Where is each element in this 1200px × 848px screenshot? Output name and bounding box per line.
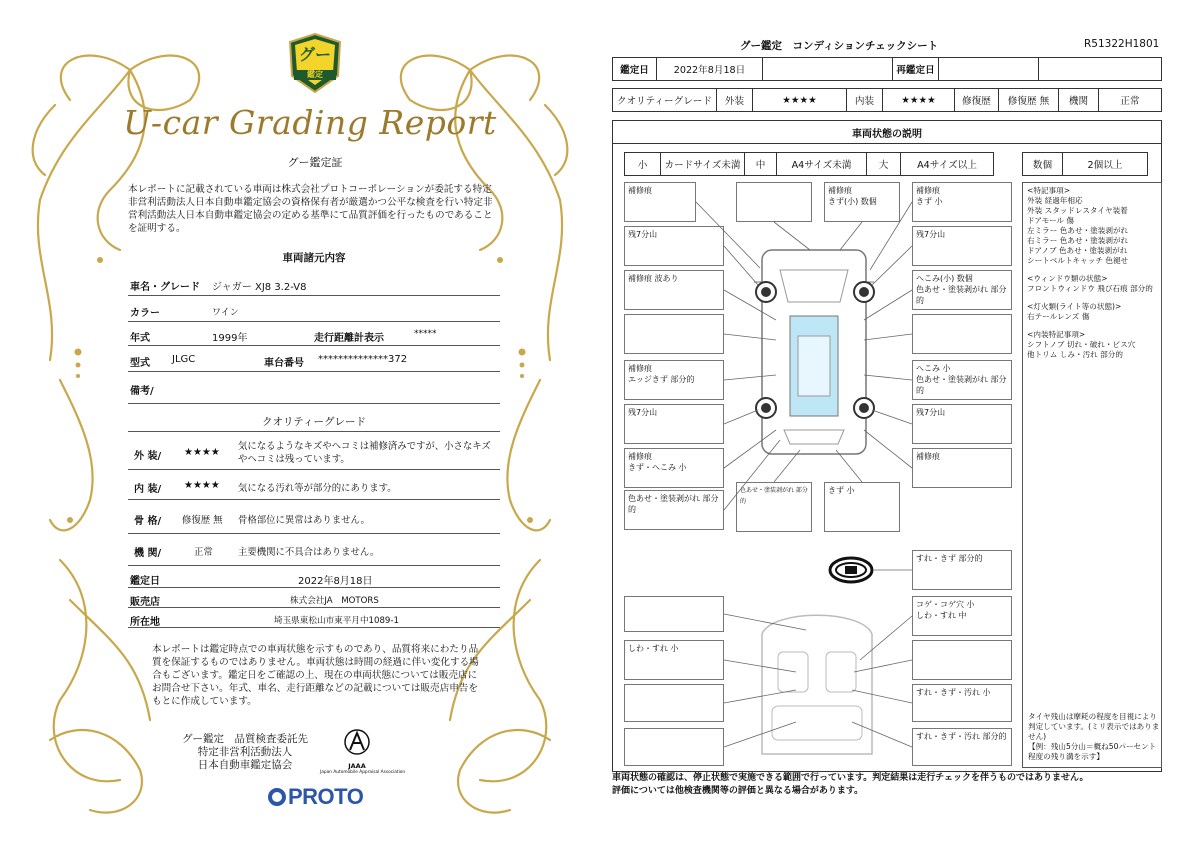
color-label: カラー: [130, 308, 160, 319]
note-line: <灯火類(ライト等の状態)>: [1027, 302, 1122, 311]
model-row: [128, 348, 500, 372]
proto-mark-icon: [268, 788, 286, 806]
exterior-stars: ★★★★: [184, 447, 220, 458]
model-value: JLGC: [172, 354, 196, 365]
jaaa-full: Japan Automobile Appraisal Association: [320, 770, 406, 775]
address-label: 所在地: [130, 617, 160, 628]
condition-check-sheet: [600, 0, 1200, 848]
date-row: [128, 568, 500, 588]
dealer-value: 株式会社JA MOTORS: [290, 596, 379, 606]
note-line: 右ミラー 色あせ・塗装剥がれ: [1027, 236, 1129, 245]
size-large-desc: A4サイズ以上: [917, 160, 977, 171]
defect-box: 補修痕 波あり: [624, 270, 724, 310]
engine-label: 機 関/: [134, 548, 162, 559]
chassis-label: 車台番号: [264, 358, 304, 369]
note-line: 左ミラー 色あせ・塗装剥がれ: [1027, 226, 1129, 235]
defect-box: へこみ(小) 数個 色あせ・塗装剥がれ 部分的: [912, 270, 1012, 310]
ext-label: 外装: [717, 89, 753, 111]
year-value: 1999年: [212, 333, 248, 344]
remarks-label: 備考/: [130, 386, 154, 397]
date-value: 2022年8月18日: [298, 576, 373, 587]
proto-logo: [268, 784, 363, 810]
defect-box: すれ・きず・汚れ 小: [912, 684, 1012, 722]
footer-line-1: グー鑑定 品質検査委託先: [182, 733, 308, 745]
condition-heading: 車両状態の説明: [612, 120, 1162, 144]
defect-box: 色あせ・塗装剥がれ 部分的: [624, 490, 724, 530]
defect-box: 補修痕 きず 小: [912, 182, 1012, 222]
interior-stars: ★★★★: [184, 480, 220, 491]
engine-text: 主要機関に不具合はありません。: [238, 547, 380, 558]
car-name-label: 車名・グレード: [130, 282, 200, 293]
defect-box: きず 小: [824, 482, 900, 532]
note-block-interior: [1027, 330, 1157, 360]
defect-box: 色あせ・塗装剥がれ 部分的: [736, 482, 812, 532]
footer-line-2: 特定非営利活動法人: [197, 746, 293, 758]
year-row: [128, 324, 500, 346]
address-value: 埼玉県東松山市東平月中1089-1: [274, 616, 399, 626]
dealer-label: 販売店: [130, 597, 160, 608]
defect-box: すれ・きず 部分的: [912, 550, 1012, 590]
note-line: <特記事項>: [1027, 186, 1071, 195]
frame-text: 骨格部位に異常はありません。: [238, 515, 370, 526]
car-name-row: [128, 272, 500, 296]
int-label: 内装: [847, 89, 883, 111]
defect-box: 補修痕 きず(小) 数個: [824, 182, 900, 222]
defect-box: コゲ・コゲ穴 小 しわ・すれ 中: [912, 596, 1012, 636]
footnote-line-2: 評価については他検査機関等の評価と異なる場合があります。: [612, 786, 864, 796]
defect-box: 補修痕 きず・へこみ 小: [624, 448, 724, 488]
size-small: 小: [625, 153, 661, 175]
footer-line-3: 日本自動車鑑定協会: [197, 759, 293, 771]
tire-box: 残7分山: [624, 404, 724, 444]
count-desc: 2個以上: [1087, 160, 1123, 171]
footnote-line-1: 車両状態の確認は、停止状態で実施できる範囲で行っています。判定結果は走行チェックを伴うものではありません。: [612, 773, 1089, 783]
mileage-value: *****: [414, 329, 437, 339]
exterior-text: 気になるようなキズやヘコミは補修済みですが、小さなキズやヘコミは残っています。: [238, 441, 491, 465]
repair-value: 修復歴 無: [999, 89, 1059, 111]
frame-label: 骨 格/: [134, 516, 162, 527]
note-line: 外装 経過年相応: [1027, 196, 1083, 205]
tire-box: 残7分山: [912, 404, 1012, 444]
certificate-disclaimer: 本レポートは鑑定時点での車両状態を示すものであり、品質将来にわたり品質を保証するものではありません。車両状態は時間の経過に伴い変化する場合もございます。鑑定日をご確認の上、現在の車両状態については販売店にお問合せ下さい。年式、車名、走行距離などの記載については販売店申告をもとに作成しています。: [152, 644, 479, 707]
model-label: 型式: [130, 358, 150, 369]
size-mid-desc: A4サイズ未満: [777, 153, 867, 175]
defect-box: 補修痕: [624, 182, 696, 222]
defect-box: へこみ 小 色あせ・塗装剥がれ 部分的: [912, 360, 1012, 400]
engine-row: [128, 536, 500, 566]
note-block-lights: [1027, 302, 1157, 322]
sheet-footnote: [612, 772, 1132, 798]
exterior-label: 外 装/: [134, 451, 162, 462]
count-label: 数個: [1023, 153, 1063, 175]
tire-tread-note: タイヤ残山は摩耗の程度を目視により判定しています。(ミリ表示ではありません) 【例：残山5分山＝概ね50パーセント程度の残り溝を示す】: [1028, 712, 1160, 761]
note-line: <ウィンドウ類の状態>: [1027, 274, 1108, 283]
emblem-label: 鑑定: [307, 70, 323, 79]
dealer-row: [128, 590, 500, 608]
proto-logo-text: PROTO: [288, 784, 364, 809]
year-label: 年式: [130, 333, 150, 344]
chassis-value: **************372: [318, 354, 408, 365]
size-large: 大: [867, 153, 901, 175]
reinspect-label: 再鑑定日: [893, 58, 939, 80]
car-name-value: ジャガー XJ8 3.2-V8: [212, 282, 307, 293]
interior-label: 内 装/: [134, 484, 162, 495]
certificate-subtitle: グー鑑定証: [287, 156, 343, 169]
jaaa-abbr: JAAA: [348, 762, 366, 770]
note-line: シフトノブ 切れ・破れ・ビス穴: [1027, 340, 1136, 349]
note-line: シートベルトキャッチ 色褪せ: [1027, 256, 1129, 265]
jaaa-logo: [320, 728, 406, 780]
engine-value: 正常: [194, 547, 213, 558]
int-stars: ★★★★: [883, 89, 955, 111]
engine-value: 正常: [1120, 96, 1140, 107]
quality-divider: [128, 431, 500, 432]
specs-heading: 車両諸元内容: [282, 252, 346, 264]
qg-label: クオリティーグレード: [613, 89, 717, 111]
mileage-label: 走行距離計表示: [314, 333, 384, 344]
ext-stars: ★★★★: [753, 89, 847, 111]
sheet-date-label: 鑑定日: [613, 58, 657, 80]
defect-box: すれ・きず・汚れ 部分的: [912, 728, 1012, 766]
size-mid: 中: [745, 153, 777, 175]
interior-row: [128, 472, 500, 500]
defect-box: 補修痕: [912, 448, 1012, 488]
report-title: U-car Grading Report: [123, 103, 497, 142]
remarks-row: [128, 374, 500, 404]
defect-box: 補修痕 エッジきず 部分的: [624, 360, 724, 400]
frame-value: 修復歴 無: [182, 515, 223, 526]
note-line: フロントウィンドウ 飛び石痕 部分的: [1027, 284, 1153, 293]
repair-label: 修復歴: [955, 89, 999, 111]
exterior-row: [128, 436, 500, 470]
sheet-id: R51322H1801: [1084, 38, 1160, 50]
date-label: 鑑定日: [130, 576, 160, 587]
defect-box: しわ・すれ 小: [624, 640, 724, 680]
note-line: 右テールレンズ 傷: [1027, 312, 1090, 321]
note-line: 外装 スタッドレスタイヤ装着: [1027, 206, 1128, 215]
address-row: [128, 610, 500, 628]
note-line: <内装特記事項>: [1027, 330, 1086, 339]
note-block-windows: [1027, 274, 1157, 294]
inspector-organization: [170, 733, 320, 772]
frame-row: [128, 502, 500, 534]
size-small-desc: カードサイズ未満: [661, 153, 745, 175]
color-value: ワイン: [212, 308, 239, 318]
interior-text: 気になる汚れ等が部分的にあります。: [238, 483, 397, 494]
note-line: ドアモール 傷: [1027, 216, 1074, 225]
tire-box: 残7分山: [912, 226, 1012, 266]
certificate-intro: 本レポートに記載されている車両は株式会社プロトコーポレーションが委託する特定非営利活動法人日本自動車鑑定協会の資格保有者が厳選かつ公平な検査を行い特定非営利活動法人日本自動車鑑定協会の定める基準にて品質評価を行ったものであることを証明する。: [128, 184, 493, 234]
sheet-date-value: 2022年8月18日: [657, 58, 763, 80]
note-line: 他トリム しみ・汚れ 部分的: [1027, 350, 1123, 359]
note-line: ドアノブ 色あせ・塗装剥がれ: [1027, 246, 1128, 255]
emblem-mark: グー: [298, 45, 331, 64]
engine-label: 機関: [1059, 89, 1099, 111]
tire-box: 残7分山: [624, 226, 724, 266]
special-notes-panel: [1022, 182, 1162, 768]
jaaa-emblem-icon: [320, 728, 394, 758]
quality-heading: クオリティーグレード: [262, 416, 366, 428]
note-block-special: [1027, 186, 1157, 266]
sheet-title: グー鑑定 コンディションチェックシート: [740, 40, 939, 52]
color-row: [128, 298, 500, 322]
